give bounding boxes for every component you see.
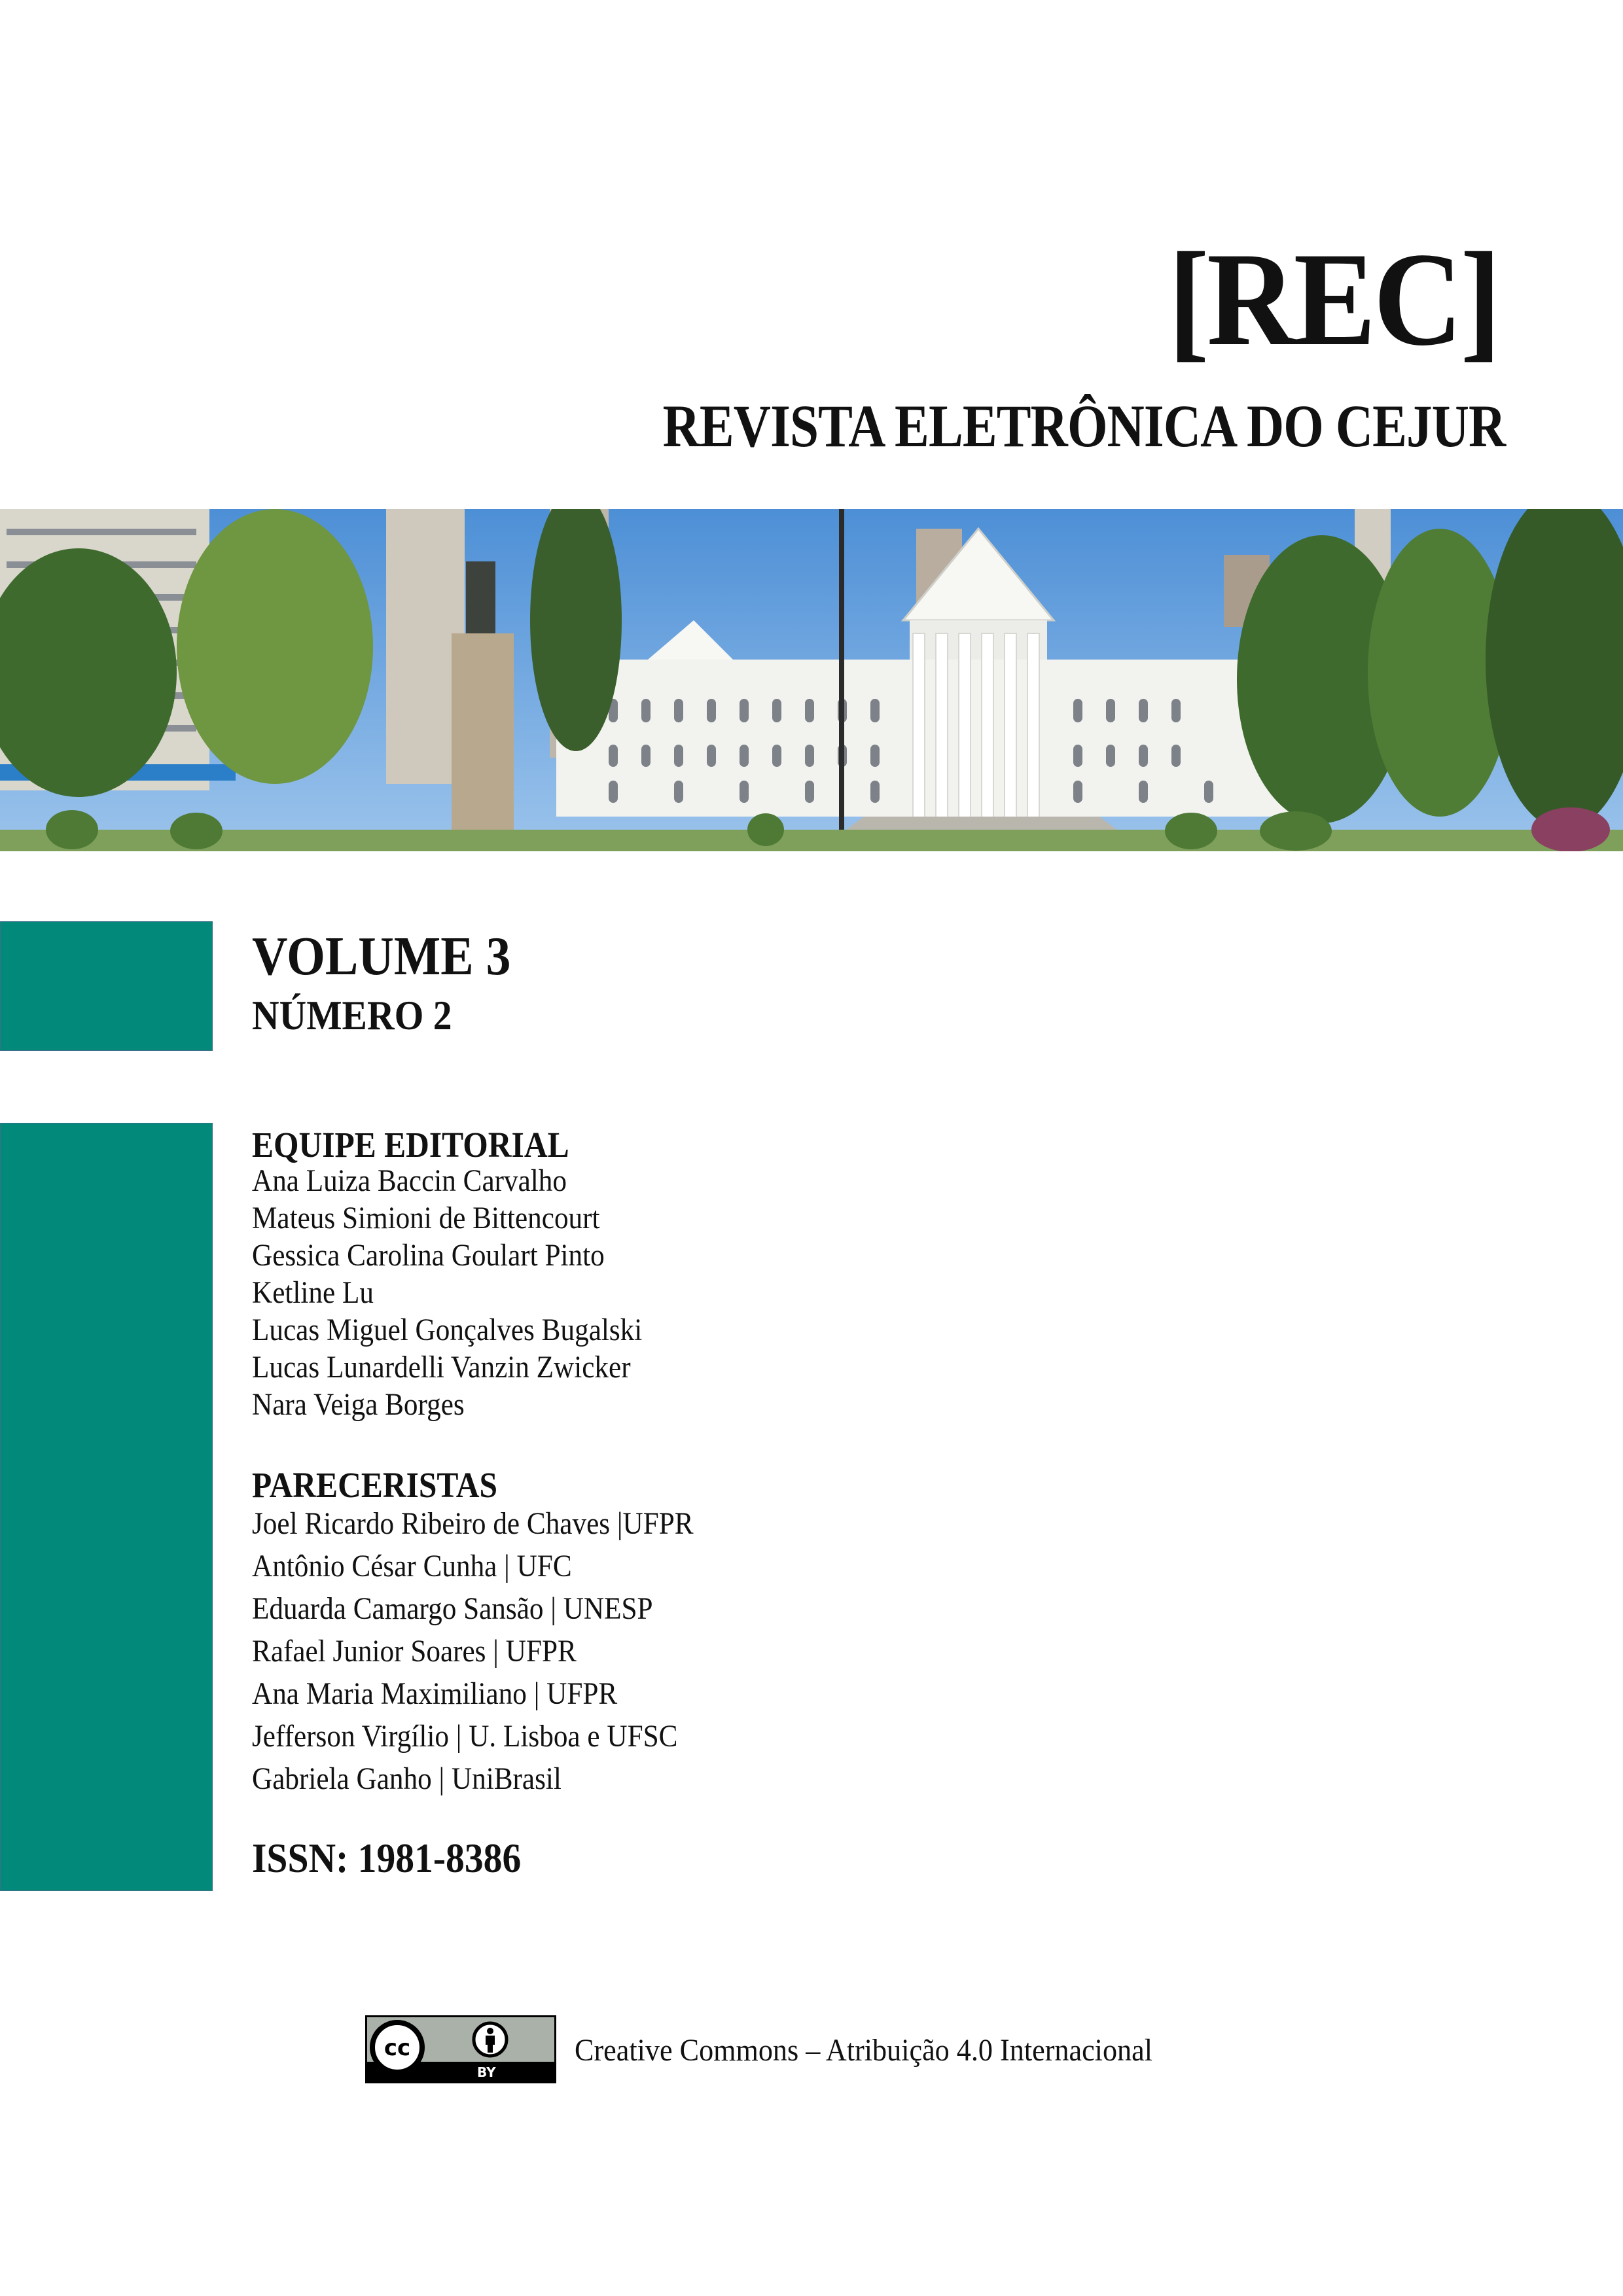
svg-text:cc: cc — [383, 2035, 411, 2061]
list-item: Antônio César Cunha | UFC — [252, 1549, 572, 1583]
cc-by-badge[interactable] — [365, 2015, 556, 2083]
reviewers-list — [252, 1502, 743, 1800]
cc-icon — [370, 2020, 425, 2075]
list-item: Gabriela Ganho | UniBrasil — [252, 1761, 562, 1796]
list-item: Mateus Simioni de Bittencourt — [252, 1201, 600, 1235]
volume-label: VOLUME 3 — [252, 926, 511, 987]
journal-short-title: [REC] — [1168, 225, 1499, 374]
journal-full-title: REVISTA ELETRÔNICA DO CEJUR — [662, 393, 1505, 459]
reviewers-heading: PARECERISTAS — [252, 1465, 498, 1505]
list-item: Lucas Miguel Gonçalves Bugalski — [252, 1313, 643, 1347]
list-item: Lucas Lunardelli Vanzin Zwicker — [252, 1350, 631, 1385]
list-item: Ana Maria Maximiliano | UFPR — [252, 1676, 618, 1711]
list-item: Rafael Junior Soares | UFPR — [252, 1634, 577, 1669]
license-text: Creative Commons – Atribuição 4.0 Internacional — [575, 2033, 1152, 2068]
list-item: Joel Ricardo Ribeiro de Chaves |UFPR — [252, 1506, 694, 1541]
issn-label: ISSN: 1981-8386 — [252, 1835, 522, 1881]
list-item: Eduarda Camargo Sansão | UNESP — [252, 1591, 653, 1626]
list-item: Jefferson Virgílio | U. Lisboa e UFSC — [252, 1719, 678, 1754]
list-item: Gessica Carolina Goulart Pinto — [252, 1238, 605, 1273]
accent-block-credits — [0, 1123, 213, 1891]
list-item: Nara Veiga Borges — [252, 1387, 465, 1422]
cover-photo — [0, 509, 1623, 851]
university-building-image — [0, 509, 1623, 851]
accent-block-volume — [0, 921, 213, 1051]
list-item: Ketline Lu — [252, 1275, 374, 1310]
issue-number-label: NÚMERO 2 — [252, 992, 452, 1038]
editorial-team-list — [252, 1162, 686, 1423]
attribution-person-icon — [472, 2021, 508, 2058]
by-label: BY — [477, 2064, 496, 2080]
list-item: Ana Luiza Baccin Carvalho — [252, 1163, 567, 1198]
editorial-team-heading: EQUIPE EDITORIAL — [252, 1125, 569, 1165]
